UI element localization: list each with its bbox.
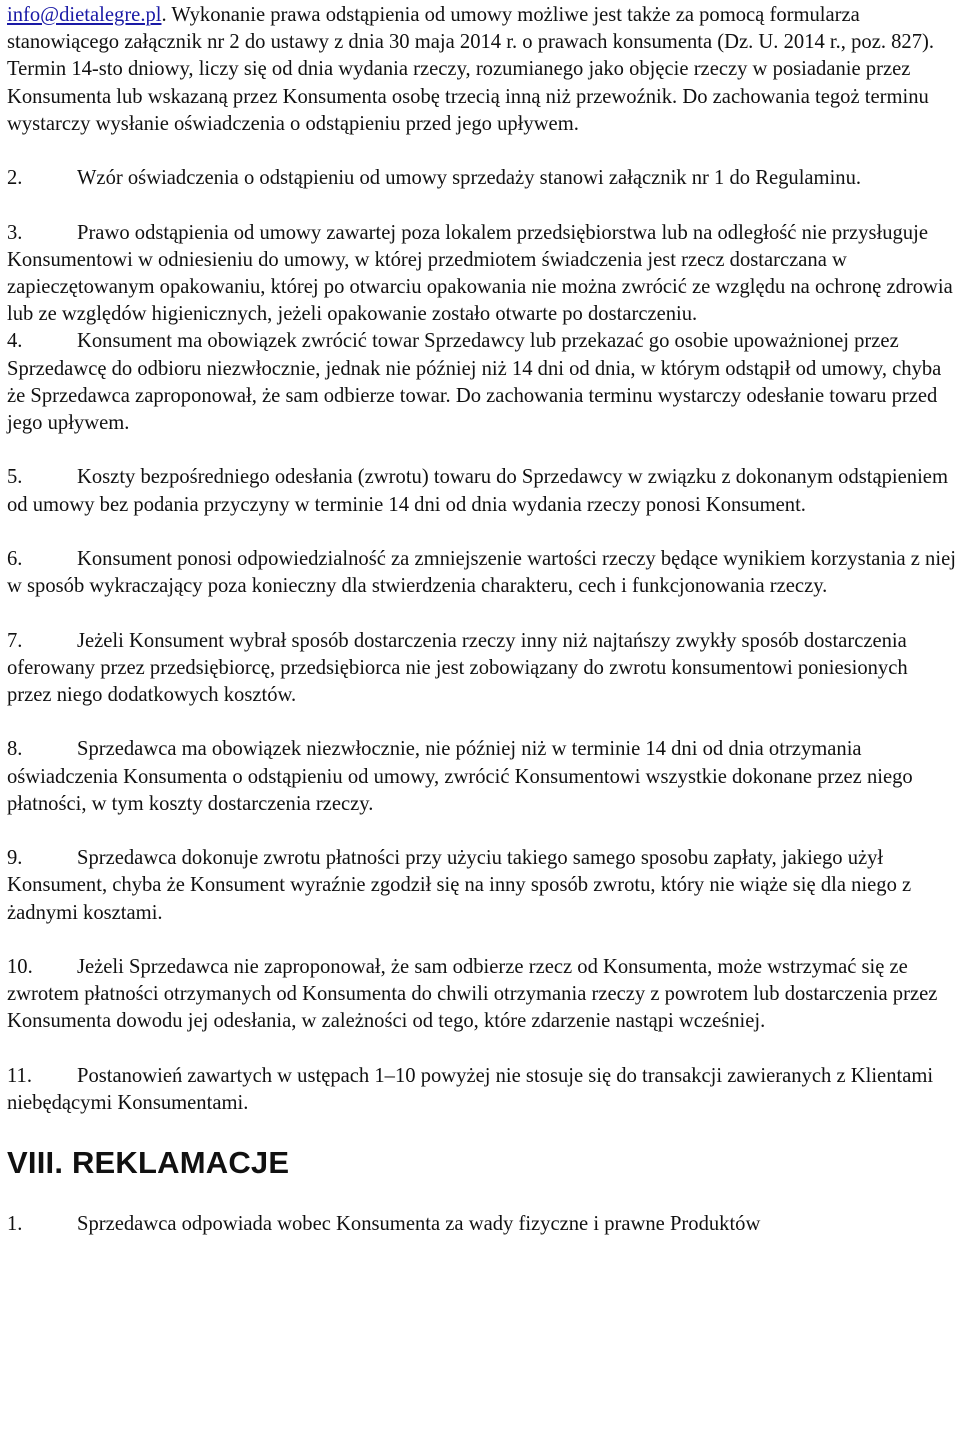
item-text: Jeżeli Sprzedawca nie zaproponował, że sam odbierze rzecz od Konsumenta, może wstrzymać się ze zwrotem płatności otrzymanych od Konsumenta do chwili otrzymania rzeczy z powrotem lub dostarczenia przez Konsumenta dowodu jej odesłania, w zależności od tego, które zdarzenie nastąpi wcześniej. xyxy=(7,955,938,1033)
list-item-8 xyxy=(7,736,957,818)
item-text: Postanowień zawartych w ustępach 1–10 powyżej nie stosuje się do transakcji zawieranych z Klientami niebędącymi Konsumentami. xyxy=(7,1064,934,1114)
list-item-10 xyxy=(7,954,957,1036)
list-item-7 xyxy=(7,628,957,710)
item-number: 2. xyxy=(7,167,23,190)
list-item-11 xyxy=(7,1063,957,1117)
item-number: 7. xyxy=(7,629,23,652)
document-page xyxy=(7,2,957,1238)
section-heading: VIII. REKLAMACJE xyxy=(7,1145,290,1181)
item-text: Koszty bezpośredniego odesłania (zwrotu) towaru do Sprzedawcy w związku z dokonanym odstąpieniem od umowy bez podania przyczyny w terminie 14 dni od dnia wydania rzeczy ponosi Konsument. xyxy=(7,466,948,516)
item-number: 4. xyxy=(7,330,23,353)
item-number: 8. xyxy=(7,738,23,761)
item-text: Sprzedawca odpowiada wobec Konsumenta za wady fizyczne i prawne Produktów xyxy=(77,1213,761,1236)
section-list-item-1 xyxy=(7,1211,957,1238)
item-number: 6. xyxy=(7,548,23,570)
item-number: 3. xyxy=(7,221,23,244)
list-item-2 xyxy=(7,165,957,192)
item-text: Sprzedawca dokonuje zwrotu płatności przy użyciu takiego samego sposobu zapłaty, jakiego użył Konsument, chyba że Konsument wyraźnie zgodził się na inny sposób zwrotu, który nie wiąże się dla niego z żadnymi kosztami. xyxy=(7,847,912,924)
intro-text: . Wykonanie prawa odstąpienia od umowy możliwe jest także za pomocą formularza stanowiącego załącznik nr 2 do ustawy z dnia 30 maja 2014 r. o prawach konsumenta (Dz. U. 2014 r., poz. 827). Termin 14-sto dniowy, liczy się od dnia wydania rzeczy, rozumianego jako objęcie rzeczy w posiadanie przez Konsumenta lub wskazaną przez Konsumenta osobę trzecią inną niż przewoźnik. Do zachowania tegoż terminu wystarczy wysłanie oświadczenia o odstąpieniu przed jego upływem. xyxy=(7,4,935,135)
intro-paragraph xyxy=(7,2,957,138)
item-text: Prawo odstąpienia od umowy zawartej poza lokalem przedsiębiorstwa lub na odległość nie przysługuje Konsumentowi w odniesieniu do umowy, w której przedmiotem świadczenia jest rzecz dostarczana w zapieczętowanym opakowaniu, której po otwarciu opakowania nie można zwrócić ze względu na ochronę zdrowia lub ze względów higienicznych, jeżeli opakowanie zostało otwarte po dostarczeniu. xyxy=(7,221,953,326)
item-text: Sprzedawca ma obowiązek niezwłocznie, nie później niż w terminie 14 dni od dnia otrzymania oświadczenia Konsumenta o odstąpieniu od umowy, zwrócić Konsumentowi wszystkie dokonane przez niego płatności, w tym koszty dostarczenia rzeczy. xyxy=(7,738,913,815)
list-item-4 xyxy=(7,328,957,437)
item-number: 5. xyxy=(7,466,23,489)
item-text: Konsument ma obowiązek zwrócić towar Sprzedawcy lub przekazać go osobie upoważnionej przez Sprzedawcę do odbioru niezwłocznie, jednak nie później niż 14 dni od dnia, w którym odstąpił od umowy, chyba że Sprzedawca zaproponował, że sam odbierze towar. Do zachowania terminu wystarczy odesłanie towaru przed jego upływem. xyxy=(7,330,942,435)
item-text: Jeżeli Konsument wybrał sposób dostarczenia rzeczy inny niż najtańszy zwykły sposób dostarczenia oferowany przez przedsiębiorcę, przedsiębiorca nie jest zobowiązany do zwrotu konsumentowi poniesionych przez niego dodatkowych kosztów. xyxy=(7,629,908,706)
item-number: 1. xyxy=(7,1213,23,1236)
item-number: 9. xyxy=(7,847,23,870)
item-text: Wzór oświadczenia o odstąpieniu od umowy sprzedaży stanowi załącznik nr 1 do Regulaminu. xyxy=(77,167,862,190)
list-item-6 xyxy=(7,546,957,600)
email-link[interactable]: info@dietalegre.pl xyxy=(7,4,162,26)
item-number: 11. xyxy=(7,1064,32,1087)
list-item-9 xyxy=(7,845,957,927)
item-number: 10. xyxy=(7,955,33,978)
item-text: Konsument ponosi odpowiedzialność za zmniejszenie wartości rzeczy będące wynikiem korzystania z niej w sposób wykraczający poza konieczny dla stwierdzenia charakteru, cech i funkcjonowania rzeczy. xyxy=(7,548,956,598)
list-item-5 xyxy=(7,464,957,518)
list-item-3 xyxy=(7,220,957,329)
